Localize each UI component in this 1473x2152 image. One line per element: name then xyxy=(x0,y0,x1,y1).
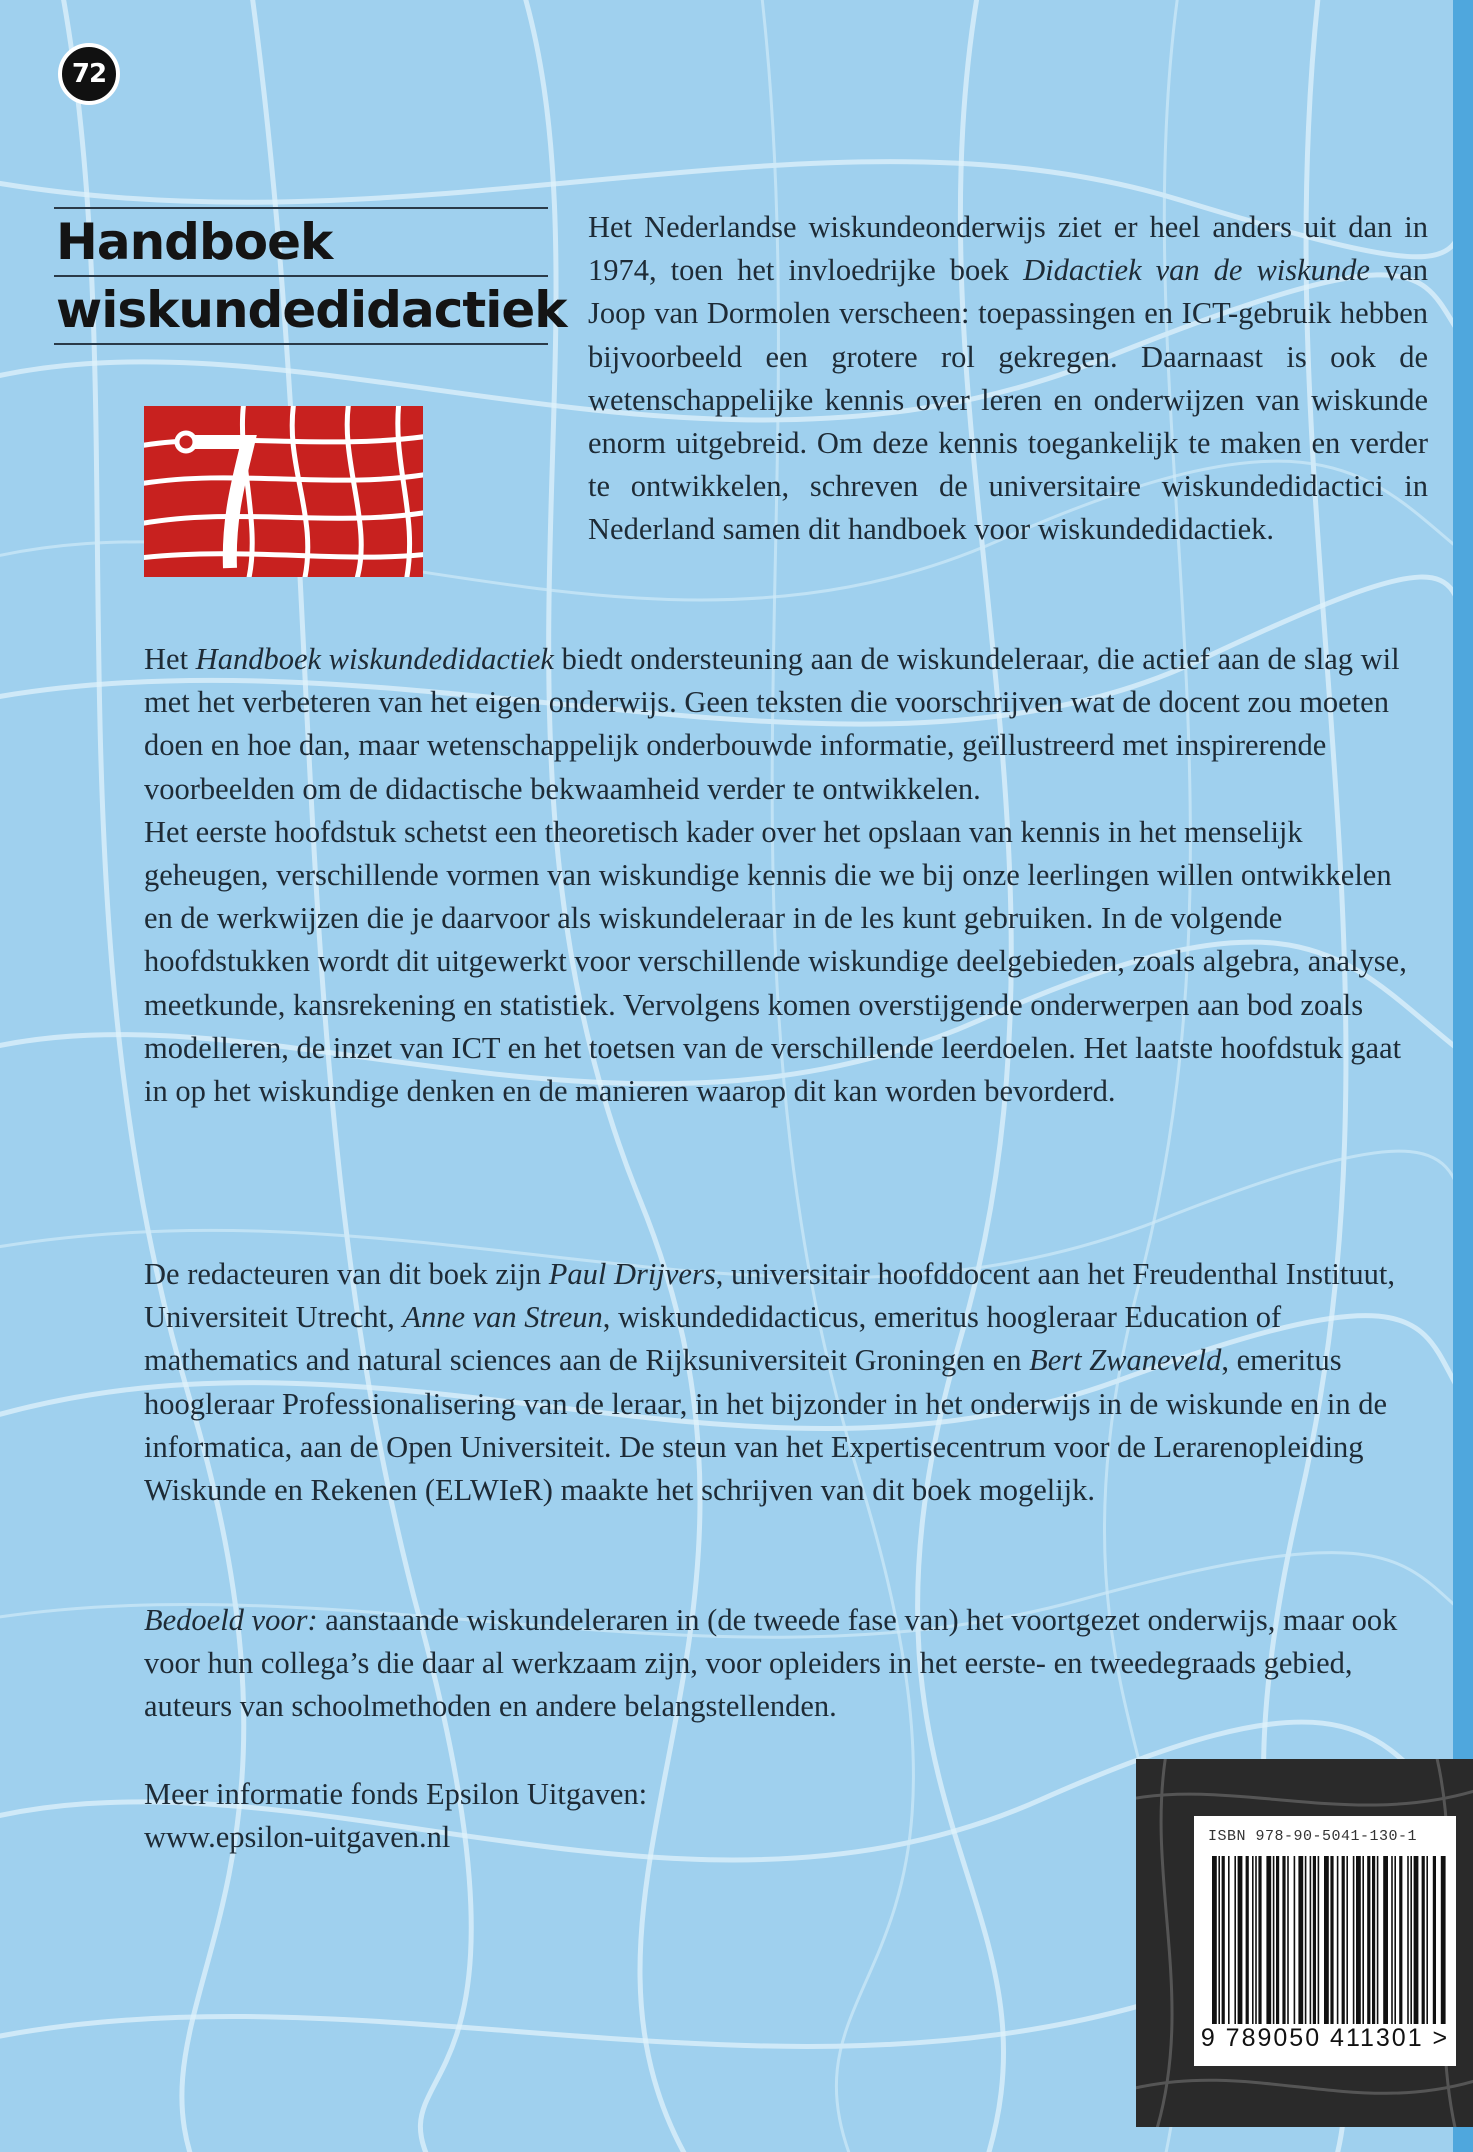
series-logo xyxy=(144,406,423,577)
barcode-bar xyxy=(1305,1856,1307,2024)
description-paragraph-2: Het eerste hoofdstuk schetst een theoretisch kader over het opslaan van kennis in het menselijk geheugen, verschillende vormen van wiskundige kennis die we bij onze leerlingen willen ontwikkelen en de werkwijzen die je daarvoor als wiskundeleraar in de les kunt gebruiken. In de volgende hoofdstukken wordt dit uitgewerkt voor verschillende wiskundige deelgebieden, zoals algebra, analyse, meetkunde, kansrekening en statistiek. Vervolgens komen overstijgende onderwerpen aan bod zoals modelleren, de inzet van ICT en het toetsen van de verschillende leerdoelen. Het laatste hoofdstuk gaat in op het wiskundige denken en de manieren waarop dit kan worden bevorderd. xyxy=(144,814,1407,1109)
barcode-bar xyxy=(1255,1856,1257,2024)
audience-paragraph xyxy=(144,1599,1412,1729)
more-info-line: Meer informatie fonds Epsilon Uitgaven: xyxy=(144,1777,648,1811)
intro-book-title: Didactiek van de wiskunde xyxy=(1023,253,1370,288)
barcode-bar xyxy=(1391,1856,1393,2024)
barcode-bar xyxy=(1218,1856,1220,2024)
barcode-bar xyxy=(1282,1856,1285,2024)
barcode-bar xyxy=(1228,1856,1230,2024)
barcode-bar xyxy=(1422,1856,1425,2024)
barcode-bar xyxy=(1367,1856,1370,2024)
barcode-bar xyxy=(1383,1856,1388,2024)
editor-name-3: Bert Zwaneveld xyxy=(1029,1343,1222,1378)
barcode-bar xyxy=(1324,1856,1329,2024)
editors-paragraph xyxy=(144,1253,1412,1512)
editors-text-3: , wiskundedidacticus, emeritus hoogleraar Education of mathematics and natural sciences aan de Rijksuniversiteit Groningen en xyxy=(144,1300,1282,1378)
series-logo-graphic xyxy=(144,406,423,577)
desc-p1-start: Het xyxy=(144,642,196,676)
barcode-bar xyxy=(1441,1856,1446,2024)
barcode-bar xyxy=(1356,1856,1361,2024)
barcode-bar xyxy=(1414,1856,1419,2024)
barcode-digits: 9 789050 411301 > xyxy=(1200,2024,1450,2052)
barcode-graphic xyxy=(1208,1856,1448,2024)
editors-text-2: , universitair hoofddocent aan het Freudenthal Instituut, Universiteit Utrecht, xyxy=(144,1257,1395,1335)
book-title-line1: Handboek xyxy=(56,213,333,271)
barcode-bar xyxy=(1394,1856,1396,2024)
barcode-bar xyxy=(1276,1856,1279,2024)
barcode-panel xyxy=(1136,1759,1473,2127)
barcode-bar xyxy=(1234,1856,1236,2024)
barcode-bar xyxy=(1362,1856,1364,2024)
audience-text: aanstaande wiskundeleraren in (de tweede fase van) het voortgezet onderwijs, maar ook voor hun collega’s die daar al werkzaam zijn, voor opleiders in het eerste- en tweedegraads gebied, auteurs van schoolmethoden en andere belangstellenden. xyxy=(144,1603,1398,1724)
intro-text-part2: van Joop van Dormolen verscheen: toepassingen en ICT-gebruik hebben bijvoorbeeld een grotere rol gekregen. Daarnaast is ook de wetenschappelijke kennis over leren en onderwijzen van wiskunde enorm uitgebreid. Om deze kennis toegankelijk te maken en verder te ontwikkelen, schreven de universitaire wiskundedidactici in Nederland samen dit handboek voor wiskundedidactiek. xyxy=(588,253,1428,547)
more-info-block xyxy=(144,1773,1044,1859)
barcode-bar xyxy=(1346,1856,1348,2024)
publisher-url: www.epsilon-uitgaven.nl xyxy=(144,1820,451,1855)
desc-p1-rest: biedt ondersteuning aan de wiskundeleraar, die actief aan de slag wil met het verbeteren van het eigen onderwijs. Geen teksten die voorschrijven wat de docent zou moeten doen en hoe dan, maar wetenschappelijk onderbouwde informatie, geïllustreerd met inspirerende voorbeelden om de didactische bekwaamheid verder te ontwikkelen. xyxy=(144,642,1400,806)
barcode-bar xyxy=(1258,1856,1261,2024)
editors-text-4: , emeritus hoogleraar Professionalisering van de leraar, in het bijzonder in het onderwijs in de wiskunde en in de informatica, aan de Open Universiteit. De steun van het Expertisecentrum voor de Lerarenopleiding Wiskunde en Rekenen (ELWIeR) maakte het schrijven van dit boek mogelijk. xyxy=(144,1343,1387,1508)
barcode-bar xyxy=(1410,1856,1412,2024)
barcode-bar xyxy=(1342,1856,1345,2024)
book-title-block xyxy=(54,207,567,345)
barcode-bar xyxy=(1266,1856,1271,2024)
intro-text-part1: Het Nederlandse wiskundeonderwijs ziet er heel anders uit dan in 1974, toen het invloedrijke boek xyxy=(588,210,1428,288)
barcode-bar xyxy=(1372,1856,1375,2024)
isbn-label: ISBN 978-90-5041-130-1 xyxy=(1208,1828,1418,1845)
barcode-bar xyxy=(1353,1856,1355,2024)
desc-p1-title: Handboek wiskundedidactiek xyxy=(195,642,554,676)
barcode-bar xyxy=(1407,1856,1409,2024)
barcode-bar xyxy=(1313,1856,1316,2024)
barcode-bar xyxy=(1294,1856,1296,2024)
series-number-badge: 72 xyxy=(58,43,120,105)
barcode-bar xyxy=(1426,1856,1428,2024)
barcode-bar xyxy=(1310,1856,1312,2024)
description-paragraph-1 xyxy=(144,638,1412,811)
intro-paragraph xyxy=(588,206,1428,552)
editor-name-2: Anne van Streun xyxy=(402,1300,603,1335)
barcode-bar xyxy=(1298,1856,1303,2024)
book-title-line2: wiskundedidactiek xyxy=(56,281,567,339)
barcode-bar xyxy=(1377,1856,1379,2024)
barcode-bar xyxy=(1212,1856,1217,2024)
barcode-bar xyxy=(1433,1856,1436,2024)
title-rule-bottom xyxy=(54,343,548,345)
editors-text-1: De redacteuren van dit boek zijn xyxy=(144,1257,549,1291)
barcode-bar xyxy=(1318,1856,1320,2024)
barcode-bar xyxy=(1399,1856,1402,2024)
editor-name-1: Paul Drijvers xyxy=(548,1257,716,1291)
audience-label: Bedoeld voor: xyxy=(144,1603,318,1637)
barcode-bar xyxy=(1337,1856,1339,2024)
barcode-bar xyxy=(1273,1856,1275,2024)
barcode-card xyxy=(1194,1816,1456,2066)
barcode-bar xyxy=(1330,1856,1333,2024)
barcode-bar xyxy=(1246,1856,1249,2024)
barcode-bar xyxy=(1252,1856,1254,2024)
barcode-bar xyxy=(1238,1856,1243,2024)
barcode-bar xyxy=(1222,1856,1225,2024)
barcode-bar xyxy=(1287,1856,1289,2024)
description-block xyxy=(144,638,1412,1113)
